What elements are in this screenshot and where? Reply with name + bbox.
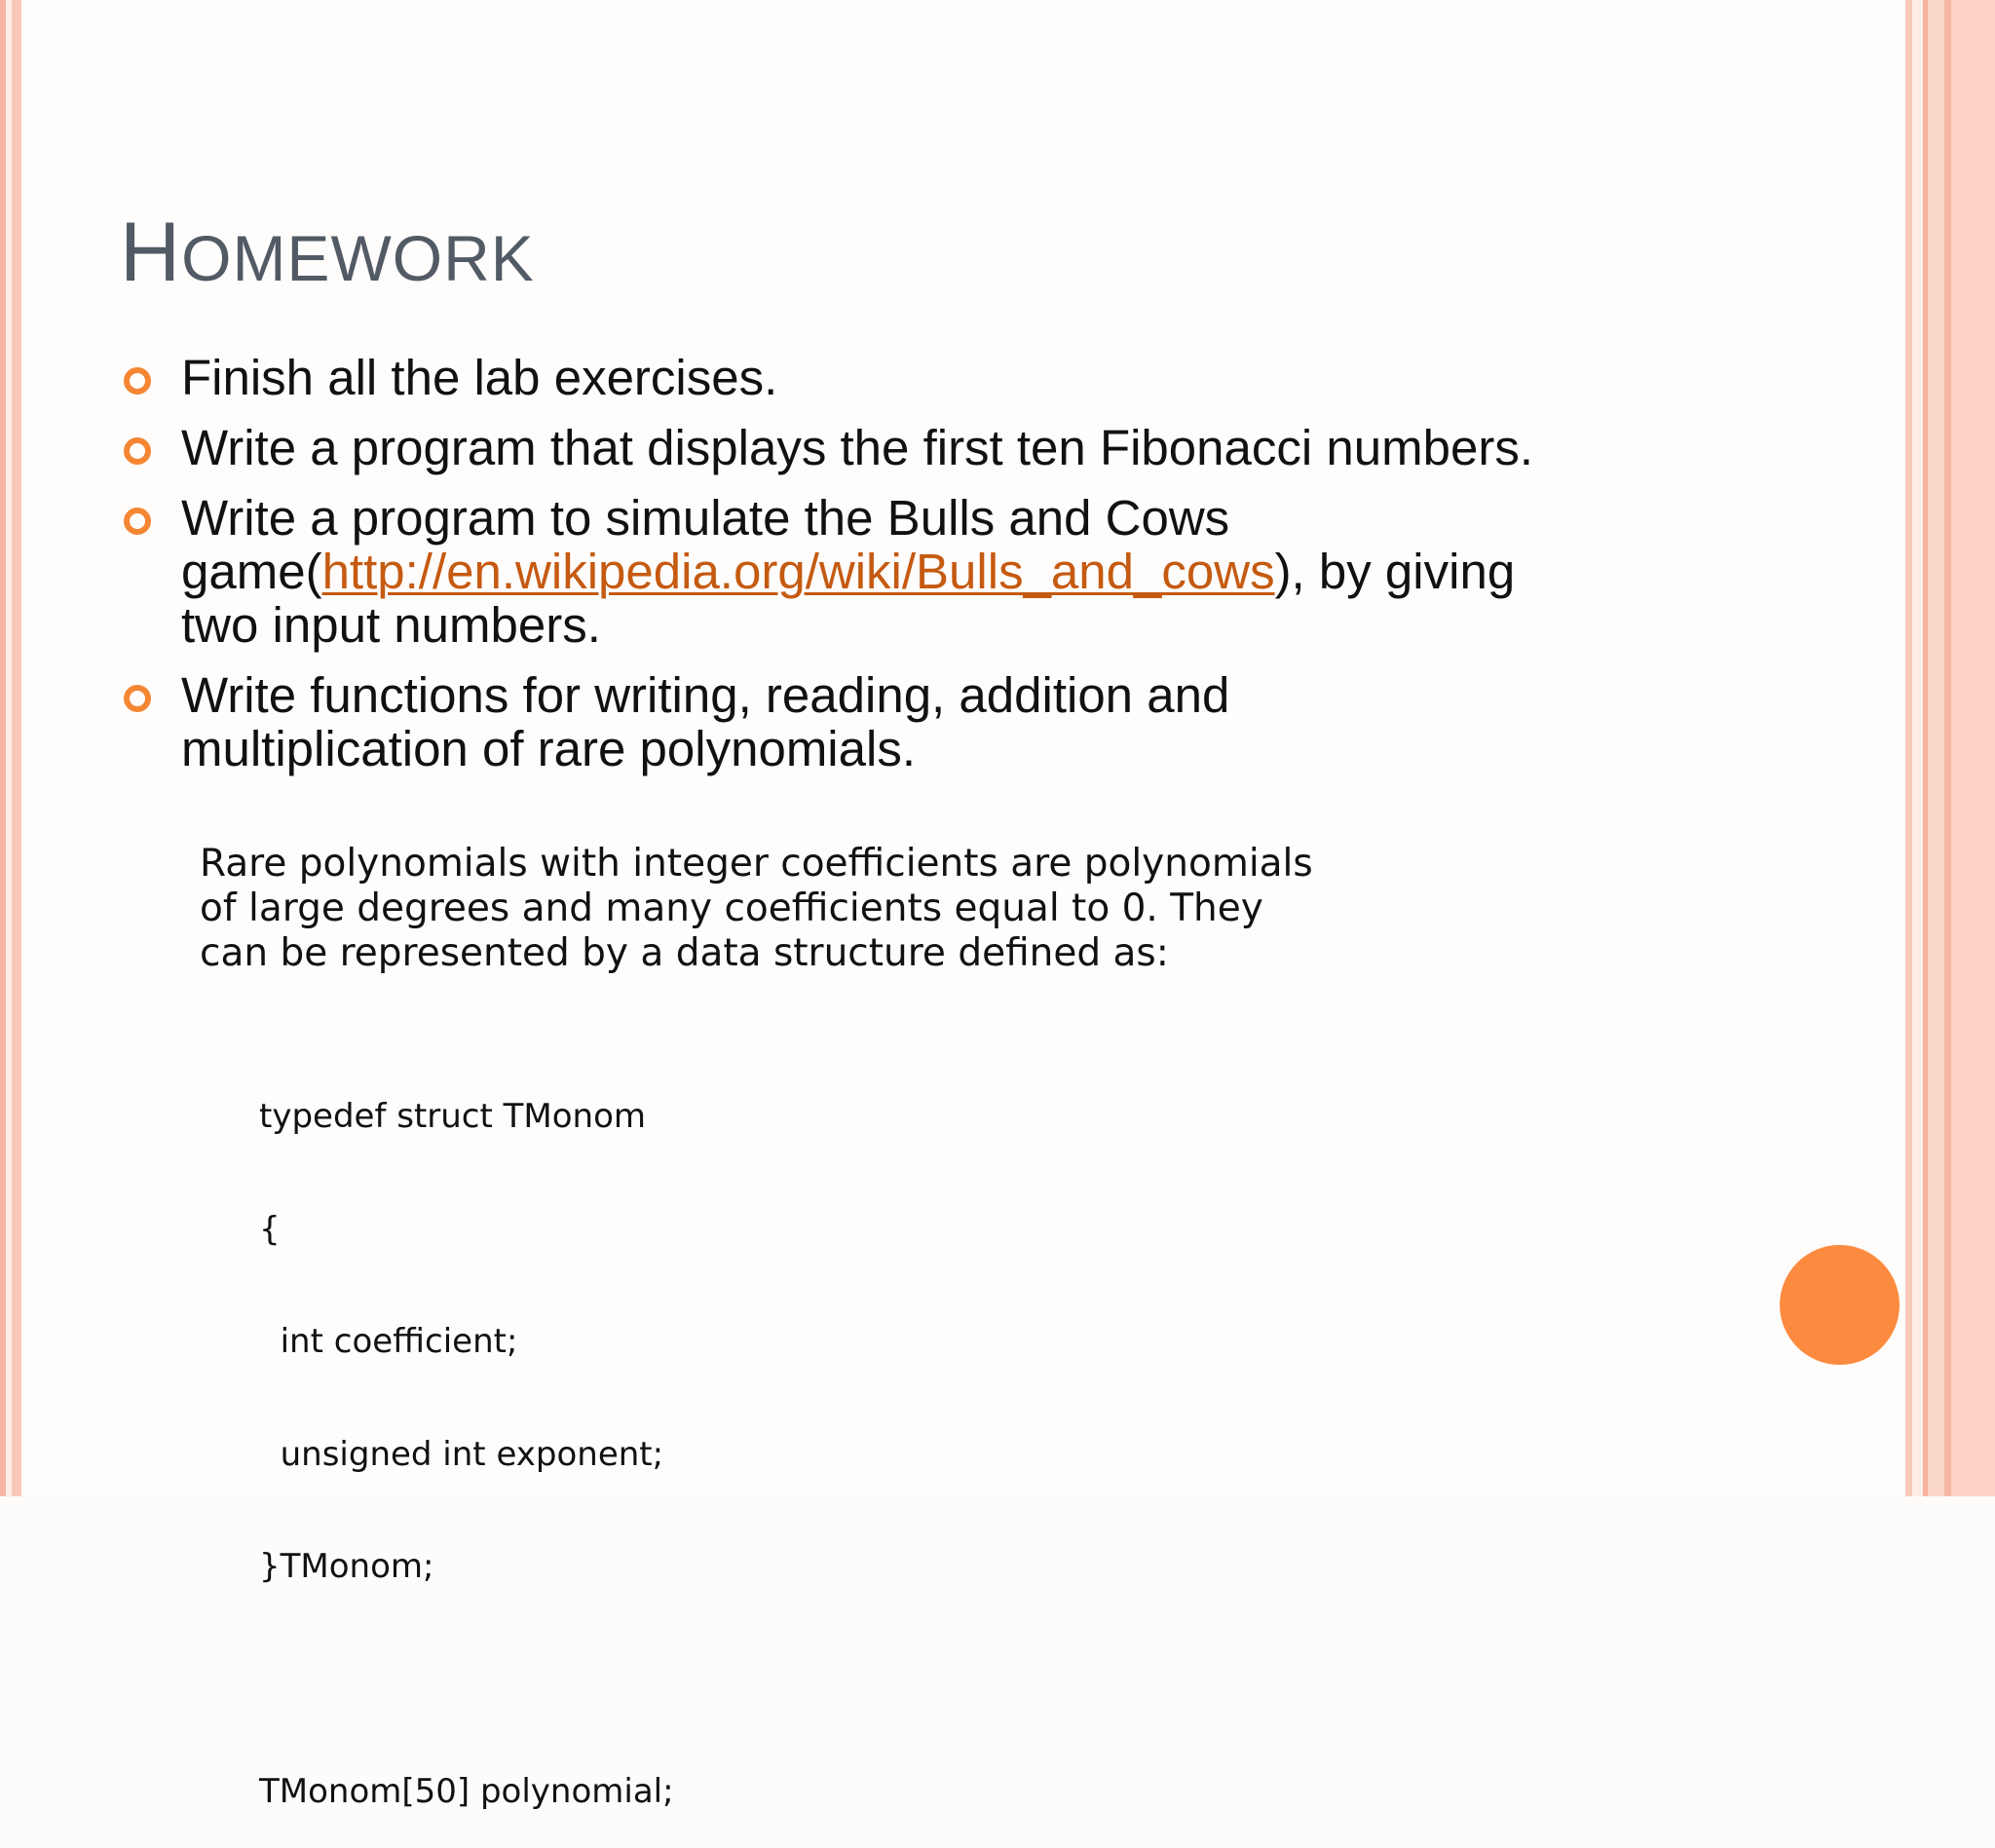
note-line: of large degrees and many coefficients equal to 0. They xyxy=(200,886,1263,930)
title-small-caps: OMEWORK xyxy=(181,222,535,294)
polynomial-note xyxy=(200,842,1486,976)
note-line: Rare polynomials with integer coefficients are polynomials xyxy=(200,842,1313,886)
bullet-text-line-2: multiplication of rare polynomials. xyxy=(181,721,916,776)
note-line: can be represented by a data structure defined as: xyxy=(200,931,1169,975)
bullet-text-line-1: Write a program to simulate the Bulls and Cows xyxy=(181,490,1230,546)
code-sample xyxy=(259,1023,674,1848)
bullet-item-rare-polynomials xyxy=(121,668,1777,775)
bullet-text-line-2-prefix: game( xyxy=(181,544,322,599)
bullet-item-lab-exercises xyxy=(121,351,1777,404)
bullet-list xyxy=(121,351,1777,792)
code-line-blank xyxy=(259,1661,674,1699)
code-line: typedef struct TMonom xyxy=(259,1097,647,1136)
code-line: TMonom[50] polynomial; xyxy=(259,1772,674,1811)
code-line: }TMonom; xyxy=(259,1547,434,1586)
decorative-orange-dot xyxy=(1780,1245,1900,1365)
right-border-stripes xyxy=(1905,0,1995,1496)
left-border-stripe xyxy=(0,0,21,1496)
code-line: int coefficient; xyxy=(259,1322,518,1361)
bulls-and-cows-link[interactable]: http://en.wikipedia.org/wiki/Bulls_and_cows xyxy=(321,544,1275,599)
bullet-text-line-2-suffix: ), by giving xyxy=(1274,544,1516,599)
bullet-ring-icon xyxy=(124,367,151,395)
bullet-text: Write a program that displays the first ten Fibonacci numbers. xyxy=(181,420,1533,475)
slide-title xyxy=(120,207,535,304)
bullet-ring-icon xyxy=(124,437,151,465)
bullet-item-bulls-and-cows xyxy=(121,491,1777,652)
title-capital-letter: H xyxy=(120,206,182,299)
bullet-text: Finish all the lab exercises. xyxy=(181,350,778,405)
bullet-text-line-3: two input numbers. xyxy=(181,597,601,653)
bullet-text-line-1: Write functions for writing, reading, addition and xyxy=(181,667,1230,723)
bullet-ring-icon xyxy=(124,508,151,535)
bullet-ring-icon xyxy=(124,685,151,712)
bullet-item-fibonacci xyxy=(121,421,1777,474)
code-line: unsigned int exponent; xyxy=(259,1434,664,1474)
code-line: { xyxy=(259,1209,281,1249)
